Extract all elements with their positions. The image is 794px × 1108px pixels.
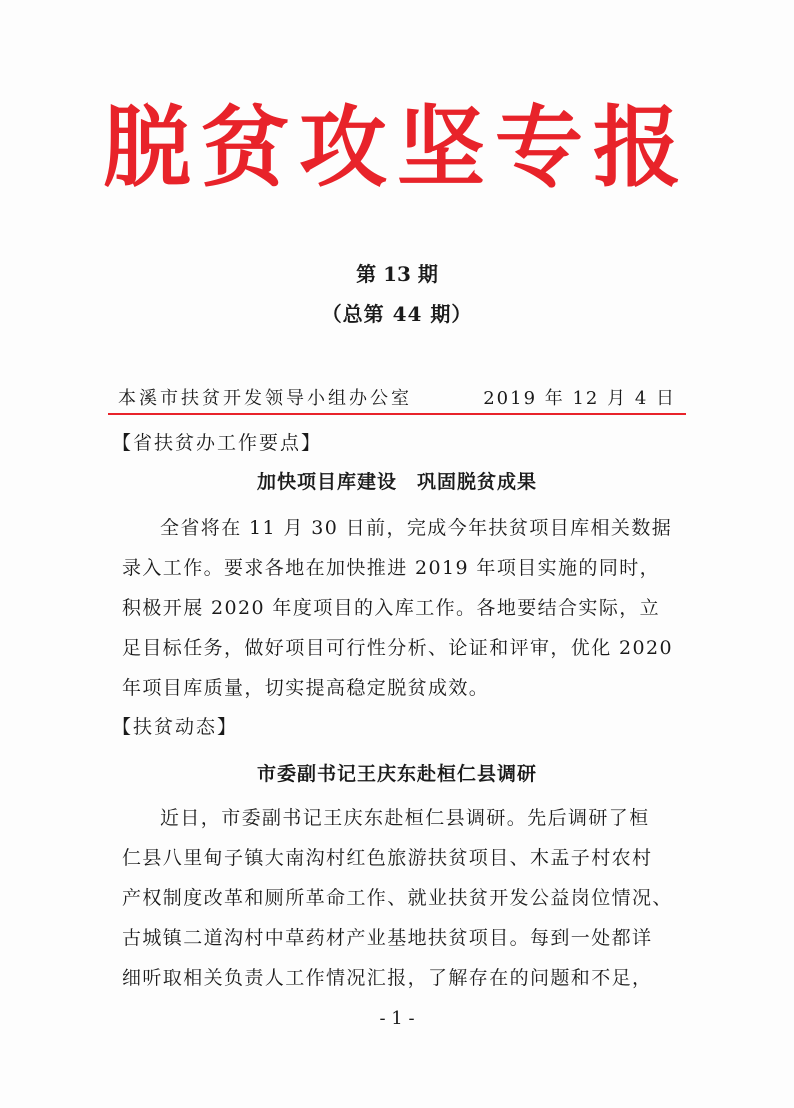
- paragraph-line: 全省将在 11 月 30 日前，完成今年扶贫项目库相关数据: [160, 517, 673, 539]
- page-number: - 1 -: [379, 1008, 415, 1029]
- paragraph-line: 年项目库质量，切实提高稳定脱贫成效。: [122, 677, 490, 699]
- issue-number: 第 13 期: [356, 262, 438, 286]
- section-label-work-points: 【省扶贫办工作要点】: [112, 432, 323, 454]
- article-headline-project-library: 加快项目库建设 巩固脱贫成果: [256, 471, 537, 493]
- paragraph-line: 近日，市委副书记王庆东赴桓仁县调研。先后调研了桓: [160, 807, 650, 829]
- article-body-inspection: [122, 798, 678, 998]
- header-divider: [108, 413, 686, 415]
- publish-date: 2019 年 12 月 4 日: [483, 388, 676, 409]
- paragraph-line: 细听取相关负责人工作情况汇报，了解存在的问题和不足，: [122, 967, 653, 989]
- publisher: 本溪市扶贫开发领导小组办公室: [118, 388, 412, 409]
- section-label-news: 【扶贫动态】: [112, 716, 239, 738]
- masthead-title: 脱贫攻坚专报: [102, 95, 691, 199]
- paragraph-line: 足目标任务，做好项目可行性分析、论证和评审，优化 2020: [122, 637, 673, 659]
- paragraph-line: 积极开展 2020 年度项目的入库工作。各地要结合实际，立: [122, 597, 661, 619]
- article-body-project-library: [122, 508, 678, 708]
- article-headline-inspection: 市委副书记王庆东赴桓仁县调研: [256, 763, 537, 785]
- issue-total: （总第 44 期）: [321, 302, 473, 326]
- paragraph-line: 产权制度改革和厕所革命工作、就业扶贫开发公益岗位情况、: [122, 887, 673, 909]
- paragraph-line: 古城镇二道沟村中草药材产业基地扶贫项目。每到一处都详: [122, 927, 653, 949]
- paragraph-line: 仁县八里甸子镇大南沟村红色旅游扶贫项目、木盂子村农村: [122, 847, 653, 869]
- paragraph-line: 录入工作。要求各地在加快推进 2019 年项目实施的同时，: [122, 557, 661, 579]
